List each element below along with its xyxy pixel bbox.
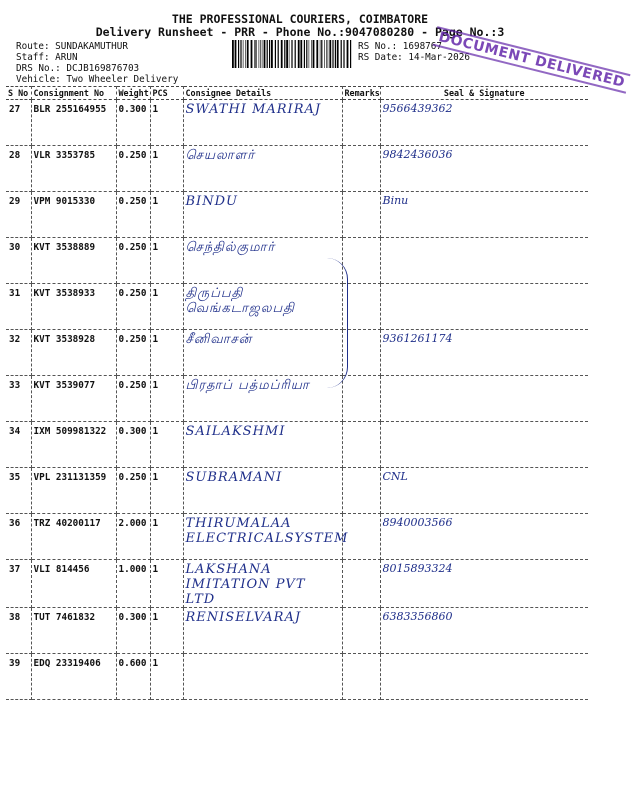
barcode-bar	[295, 40, 296, 68]
barcode-bar	[251, 40, 253, 68]
row-sno: 30	[6, 238, 31, 284]
row-consignment-no: IXM 509981322	[31, 422, 116, 468]
row-consignee: செயலாளர்	[183, 146, 342, 192]
barcode-bar	[264, 40, 266, 68]
row-consignee: LAKSHANA IMITATION PVT LTD	[183, 560, 342, 608]
barcode-bar	[232, 40, 234, 68]
row-weight: 0.250	[116, 146, 150, 192]
row-pcs: 1	[150, 422, 183, 468]
row-sno: 27	[6, 100, 31, 146]
barcode-bar	[238, 40, 239, 68]
barcode-bar	[291, 40, 292, 68]
row-pcs: 1	[150, 284, 183, 330]
delivered-stamp: DOCUMENT DELIVERED	[433, 26, 631, 94]
row-consignee: SUBRAMANI	[183, 468, 342, 514]
row-sno: 31	[6, 284, 31, 330]
row-signature	[380, 422, 588, 468]
row-consignment-no: BLR 255164955	[31, 100, 116, 146]
row-pcs: 1	[150, 100, 183, 146]
barcode-bar	[269, 40, 270, 68]
row-consignment-no: VLI 814456	[31, 560, 116, 608]
barcode-bar	[313, 40, 315, 68]
row-remarks	[342, 422, 380, 468]
barcode-bar	[278, 40, 279, 68]
barcode-bar	[337, 40, 339, 68]
row-signature: 9842436036	[380, 146, 588, 192]
row-remarks	[342, 376, 380, 422]
row-weight: 2.000	[116, 514, 150, 560]
barcode-bar	[304, 40, 305, 68]
runsheet-subtitle: Delivery Runsheet - PRR - Phone No.:9047080280 - Page No.:3	[95, 25, 505, 39]
document-title: THE PROFESSIONAL COURIERS, COIMBATORE	[171, 12, 429, 26]
barcode-bar	[320, 40, 321, 68]
row-weight: 0.300	[116, 608, 150, 654]
row-pcs: 1	[150, 330, 183, 376]
row-pcs: 1	[150, 468, 183, 514]
row-sno: 36	[6, 514, 31, 560]
row-remarks	[342, 654, 380, 700]
row-consignee: சீனிவாசன்	[183, 330, 342, 376]
col-header-consignment: Consignment No	[31, 87, 116, 100]
table-row	[6, 468, 588, 514]
row-remarks	[342, 468, 380, 514]
rs-number: RS No.: 1698767	[358, 41, 442, 52]
barcode-bar	[254, 40, 255, 68]
row-sno: 37	[6, 560, 31, 608]
barcode-bar	[306, 40, 307, 68]
col-header-sno: S No	[6, 87, 31, 100]
barcode-bar	[335, 40, 336, 68]
row-signature	[380, 284, 588, 330]
barcode-bar	[343, 40, 344, 68]
route-label: Route: SUNDAKAMUTHUR	[16, 41, 128, 52]
row-remarks	[342, 100, 380, 146]
row-consignee: SWATHI MARIRAJ	[183, 100, 342, 146]
row-signature: 8940003566	[380, 514, 588, 560]
barcode-bar	[260, 40, 261, 68]
barcode-bar	[347, 40, 349, 68]
barcode-bar	[271, 40, 273, 68]
barcode-bar	[332, 40, 333, 68]
row-consignee: THIRUMALAA ELECTRICALSYSTEM	[183, 514, 342, 560]
row-pcs: 1	[150, 654, 183, 700]
row-pcs: 1	[150, 514, 183, 560]
table-row	[6, 560, 588, 608]
barcode-bar	[262, 40, 263, 68]
row-sno: 39	[6, 654, 31, 700]
row-weight: 0.250	[116, 238, 150, 284]
row-pcs: 1	[150, 192, 183, 238]
row-signature: 9361261174	[380, 330, 588, 376]
barcode-bar	[350, 40, 351, 68]
row-signature: Binu	[380, 192, 588, 238]
barcode-bar	[341, 40, 342, 68]
row-signature	[380, 376, 588, 422]
row-consignment-no: KVT 3538928	[31, 330, 116, 376]
barcode-bar	[240, 40, 241, 68]
row-pcs: 1	[150, 146, 183, 192]
table-row	[6, 330, 588, 376]
row-weight: 1.000	[116, 560, 150, 608]
row-weight: 0.250	[116, 376, 150, 422]
barcode-bar	[321, 40, 322, 68]
row-pcs: 1	[150, 376, 183, 422]
row-consignee: திருப்பதி வெங்கடாஜலபதி	[183, 284, 342, 330]
barcode-bar	[281, 40, 283, 68]
row-signature: 9566439362	[380, 100, 588, 146]
row-pcs: 1	[150, 560, 183, 608]
table-header-row	[6, 87, 588, 100]
row-remarks	[342, 560, 380, 608]
row-sno: 33	[6, 376, 31, 422]
grouping-brace	[327, 258, 348, 388]
row-weight: 0.250	[116, 284, 150, 330]
barcode-bar	[329, 40, 331, 68]
barcode-bar	[267, 40, 268, 68]
barcode-bar	[284, 40, 285, 68]
row-signature: CNL	[380, 468, 588, 514]
barcode-bar	[309, 40, 310, 68]
barcode	[232, 40, 352, 68]
barcode-bar	[243, 40, 244, 68]
table-row	[6, 514, 588, 560]
row-signature: 8015893324	[380, 560, 588, 608]
row-consignment-no: KVT 3538889	[31, 238, 116, 284]
row-consignee: பிரதாப் பத்மப்ரியா	[183, 376, 342, 422]
rs-date: RS Date: 14-Mar-2026	[358, 52, 470, 63]
barcode-bar	[311, 40, 312, 68]
barcode-bar	[316, 40, 318, 68]
row-weight: 0.250	[116, 192, 150, 238]
barcode-bar	[298, 40, 300, 68]
runsheet-meta-left	[16, 41, 178, 85]
row-consignee: BINDU	[183, 192, 342, 238]
row-signature	[380, 238, 588, 284]
table-row	[6, 192, 588, 238]
col-header-consignee: Consignee Details	[183, 87, 342, 100]
row-signature	[380, 654, 588, 700]
barcode-bar	[235, 40, 237, 68]
row-consignment-no: TRZ 40200117	[31, 514, 116, 560]
row-consignment-no: EDQ 23319406	[31, 654, 116, 700]
row-weight: 0.250	[116, 468, 150, 514]
col-header-remarks: Remarks	[342, 87, 380, 100]
row-consignee: RENISELVARAJ	[183, 608, 342, 654]
barcode-bar	[328, 40, 329, 68]
table-row	[6, 146, 588, 192]
col-header-pcs: PCS	[150, 87, 183, 100]
row-consignment-no: KVT 3539077	[31, 376, 116, 422]
row-consignment-no: KVT 3538933	[31, 284, 116, 330]
barcode-bar	[300, 40, 302, 68]
table-row	[6, 376, 588, 422]
row-weight: 0.600	[116, 654, 150, 700]
row-consignee	[183, 654, 342, 700]
row-remarks	[342, 608, 380, 654]
row-sno: 34	[6, 422, 31, 468]
row-consignment-no: VPM 9015330	[31, 192, 116, 238]
table-row	[6, 654, 588, 700]
row-consignee: SAILAKSHMI	[183, 422, 342, 468]
row-sno: 38	[6, 608, 31, 654]
row-consignment-no: TUT 7461832	[31, 608, 116, 654]
row-weight: 0.300	[116, 422, 150, 468]
table-row	[6, 608, 588, 654]
table-row	[6, 100, 588, 146]
row-sno: 29	[6, 192, 31, 238]
row-consignee: செந்தில்குமார்	[183, 238, 342, 284]
row-weight: 0.300	[116, 100, 150, 146]
col-header-weight: Weight	[116, 87, 150, 100]
row-remarks	[342, 146, 380, 192]
vehicle-label: Vehicle: Two Wheeler Delivery	[16, 74, 179, 85]
barcode-bar	[275, 40, 276, 68]
row-consignment-no: VPL 231131359	[31, 468, 116, 514]
barcode-bar	[326, 40, 327, 68]
barcode-bar	[259, 40, 260, 68]
row-pcs: 1	[150, 608, 183, 654]
barcode-bar	[255, 40, 256, 68]
barcode-bar	[289, 40, 290, 68]
barcode-bar	[247, 40, 249, 68]
row-pcs: 1	[150, 238, 183, 284]
row-sno: 28	[6, 146, 31, 192]
staff-label: Staff: ARUN	[16, 52, 78, 63]
barcode-bar	[324, 40, 325, 68]
drs-number: DRS No.: DCJB169876703	[16, 63, 140, 74]
barcode-bar	[286, 40, 288, 68]
row-consignment-no: VLR 3353785	[31, 146, 116, 192]
barcode-bar	[245, 40, 246, 68]
row-signature: 6383356860	[380, 608, 588, 654]
row-sno: 35	[6, 468, 31, 514]
col-header-signature: Seal & Signature	[380, 87, 588, 100]
table-row	[6, 422, 588, 468]
runsheet-table	[6, 86, 588, 700]
row-sno: 32	[6, 330, 31, 376]
row-remarks	[342, 192, 380, 238]
table-row	[6, 284, 588, 330]
row-weight: 0.250	[116, 330, 150, 376]
table-row	[6, 238, 588, 284]
